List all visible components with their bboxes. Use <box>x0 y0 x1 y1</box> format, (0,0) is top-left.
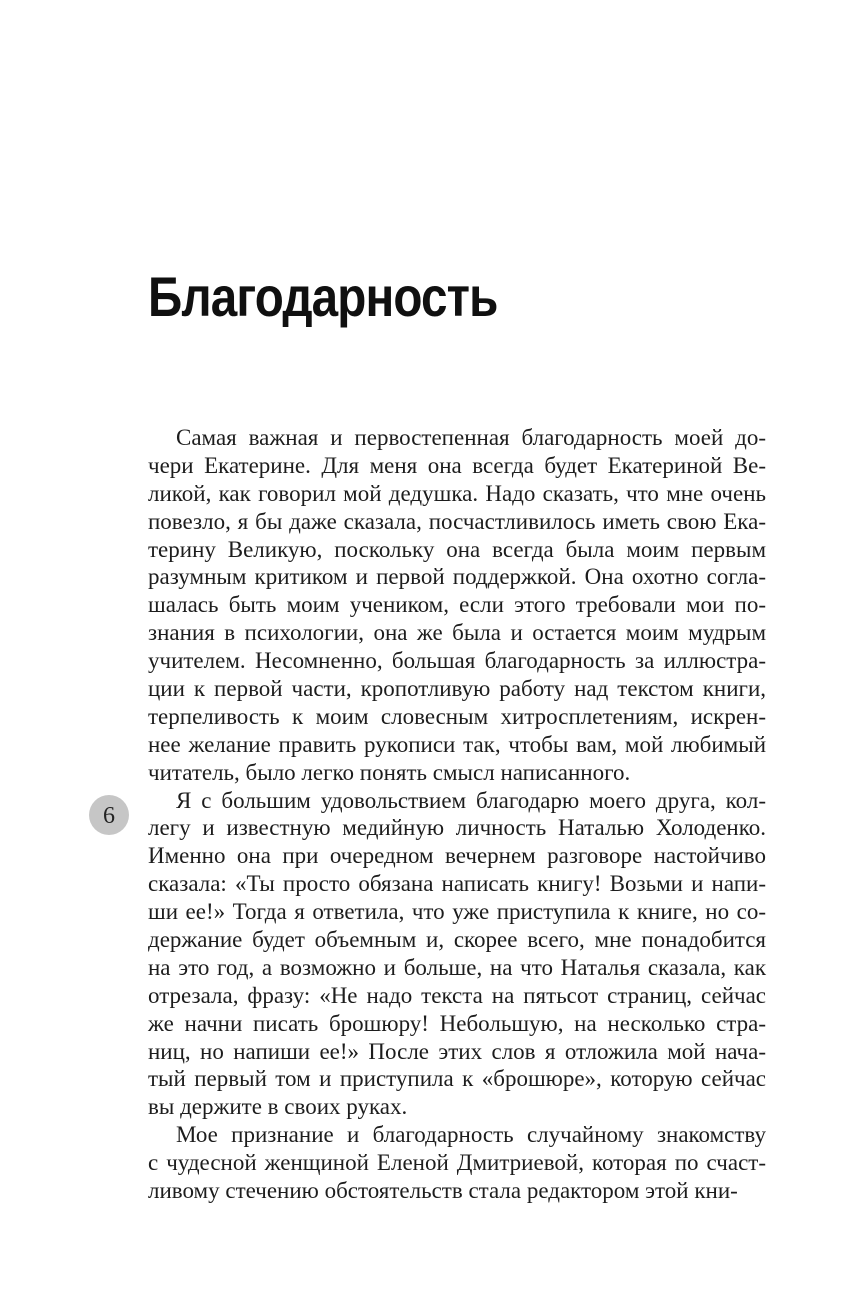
text-line: тый первый том и приступила к «брошюре», которую сейчас <box>148 1066 766 1092</box>
text-line: нее желание править рукописи так, чтобы вам, мой любимый <box>148 731 766 757</box>
text-line: вы держите в своих руках. <box>148 1094 408 1120</box>
text-line: Я с большим удовольствием благодарю моего друга, кол- <box>176 787 766 813</box>
text-line: шалась быть моим учеником, если этого требовали мои по- <box>148 592 766 618</box>
paragraph <box>148 424 766 787</box>
text-line: отрезала, фразу: «Не надо текста на пятьсот страниц, сейчас <box>148 982 766 1008</box>
paragraph <box>148 787 766 1122</box>
text-line: с чудесной женщиной Еленой Дмитриевой, которая по счаст- <box>148 1150 766 1176</box>
text-line: читатель, было легко понять смысл написанного. <box>148 759 631 785</box>
text-line: учителем. Несомненно, большая благодарность за иллюстра- <box>148 648 766 674</box>
chapter-title: Благодарность <box>148 265 498 328</box>
text-line: знания в психологии, она же была и остается моим мудрым <box>148 620 766 646</box>
text-line: же начни писать брошюру! Небольшую, на несколько стра- <box>148 1010 766 1036</box>
page-number-badge <box>89 795 129 835</box>
text-line: Мое признание и благодарность случайному знакомству <box>176 1122 766 1148</box>
text-line: на это год, а возможно и больше, на что Наталья сказала, как <box>148 954 766 980</box>
text-line: сказала: «Ты просто обязана написать книгу! Возьми и напи- <box>148 871 766 897</box>
text-line: ликой, как говорил мой дедушка. Надо сказать, что мне очень <box>148 480 766 506</box>
text-line: Самая важная и первостепенная благодарность моей до- <box>176 425 766 450</box>
page-number: 6 <box>103 803 115 829</box>
text-line: легу и известную медийную личность Наталью Холоденко. <box>148 815 766 841</box>
text-line: терпеливость к моим словесным хитросплетениям, искрен- <box>148 703 766 729</box>
text-line: ливому стечению обстоятельств стала редактором этой кни- <box>148 1178 738 1204</box>
text-line: ниц, но напиши ее!» После этих слов я отложила мой нача- <box>148 1038 766 1064</box>
text-line: ции к первой части, кропотливую работу над текстом книги, <box>148 676 766 702</box>
chapter-body <box>148 424 766 1205</box>
paragraph <box>148 1121 766 1205</box>
text-line: терину Великую, поскольку она всегда была моим первым <box>148 536 766 562</box>
text-line: чери Екатерине. Для меня она всегда будет Екатериной Ве- <box>148 452 766 478</box>
text-line: повезло, я бы даже сказала, посчастливилось иметь свою Ека- <box>148 508 766 534</box>
text-line: держание будет объемным и, скорее всего, мне понадобится <box>148 927 766 953</box>
text-line: Именно она при очередном вечернем разговоре настойчиво <box>148 843 766 869</box>
text-line: ши ее!» Тогда я ответила, что уже приступила к книге, но со- <box>148 899 766 925</box>
text-line: разумным критиком и первой поддержкой. Она охотно согла- <box>148 564 766 590</box>
